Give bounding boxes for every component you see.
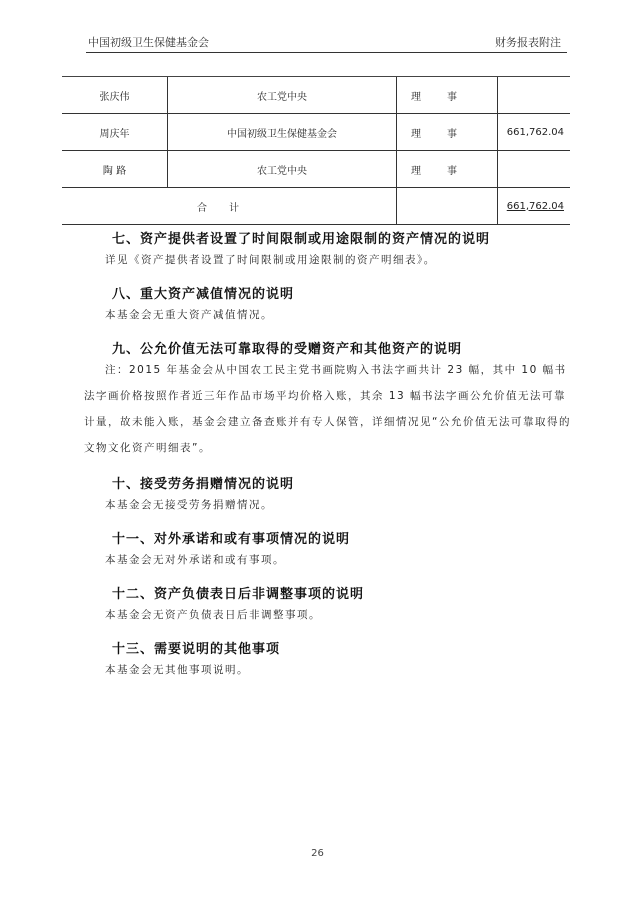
notes-content xyxy=(84,228,574,683)
section-10-text: 本基金会无接受劳务捐赠情况。 xyxy=(105,499,273,511)
section-13-title: 十三、需要说明的其他事项 xyxy=(112,642,281,657)
cell-role: 理事 xyxy=(397,77,498,114)
header-divider xyxy=(86,52,567,53)
cell-name: 张庆伟 xyxy=(62,77,168,114)
header-section: 财务报表附注 xyxy=(495,36,561,49)
section-7-text: 详见《资产提供者设置了时间限制或用途限制的资产明细表》。 xyxy=(105,254,436,266)
table-row xyxy=(62,151,570,188)
table-total-row xyxy=(62,188,570,225)
section-12-text: 本基金会无资产负债表日后非调整事项。 xyxy=(105,609,321,621)
total-empty-cell xyxy=(397,188,498,225)
cell-role: 理事 xyxy=(397,151,498,188)
cell-unit: 农工党中央 xyxy=(168,77,397,114)
cell-name: 周庆年 xyxy=(62,114,168,151)
total-label: 合计 xyxy=(62,188,397,225)
page-number: 26 xyxy=(311,848,324,859)
cell-role: 理事 xyxy=(397,114,498,151)
section-12-title: 十二、资产负债表日后非调整事项的说明 xyxy=(112,587,365,602)
donor-table xyxy=(62,76,570,225)
cell-unit: 农工党中央 xyxy=(168,151,397,188)
section-8-text: 本基金会无重大资产减值情况。 xyxy=(105,309,273,321)
section-7-title: 七、资产提供者设置了时间限制或用途限制的资产情况的说明 xyxy=(112,232,491,247)
cell-amount xyxy=(498,151,571,188)
section-13-text: 本基金会无其他事项说明。 xyxy=(105,664,249,676)
table-row xyxy=(62,114,570,151)
total-amount: 661,762.04 xyxy=(498,188,571,225)
cell-amount: 661,762.04 xyxy=(498,114,571,151)
section-10-title: 十、接受劳务捐赠情况的说明 xyxy=(112,477,295,492)
section-9-title: 九、公允价值无法可靠取得的受赠资产和其他资产的说明 xyxy=(112,342,463,357)
section-11-title: 十一、对外承诺和或有事项情况的说明 xyxy=(112,532,351,547)
cell-unit: 中国初级卫生保健基金会 xyxy=(168,114,397,151)
section-11-text: 本基金会无对外承诺和或有事项。 xyxy=(105,554,285,566)
section-9-text: 注：2015 年基金会从中国农工民主党书画院购入书法字画共计 23 幅，其中 10 幅书法字画价格按照作者近三年作品市场平均价格入账，其余 13 幅书法字画公允价值无法可靠计量，故未能入账，基金会建立备查账并有专人保管，详细情况见“公允价值无法可靠取得的文物文化资产明细表”。 xyxy=(84,364,571,454)
section-8-title: 八、重大资产减值情况的说明 xyxy=(112,287,295,302)
table-row xyxy=(62,77,570,114)
header-org: 中国初级卫生保健基金会 xyxy=(88,36,209,49)
cell-amount xyxy=(498,77,571,114)
cell-name: 陶 路 xyxy=(62,151,168,188)
